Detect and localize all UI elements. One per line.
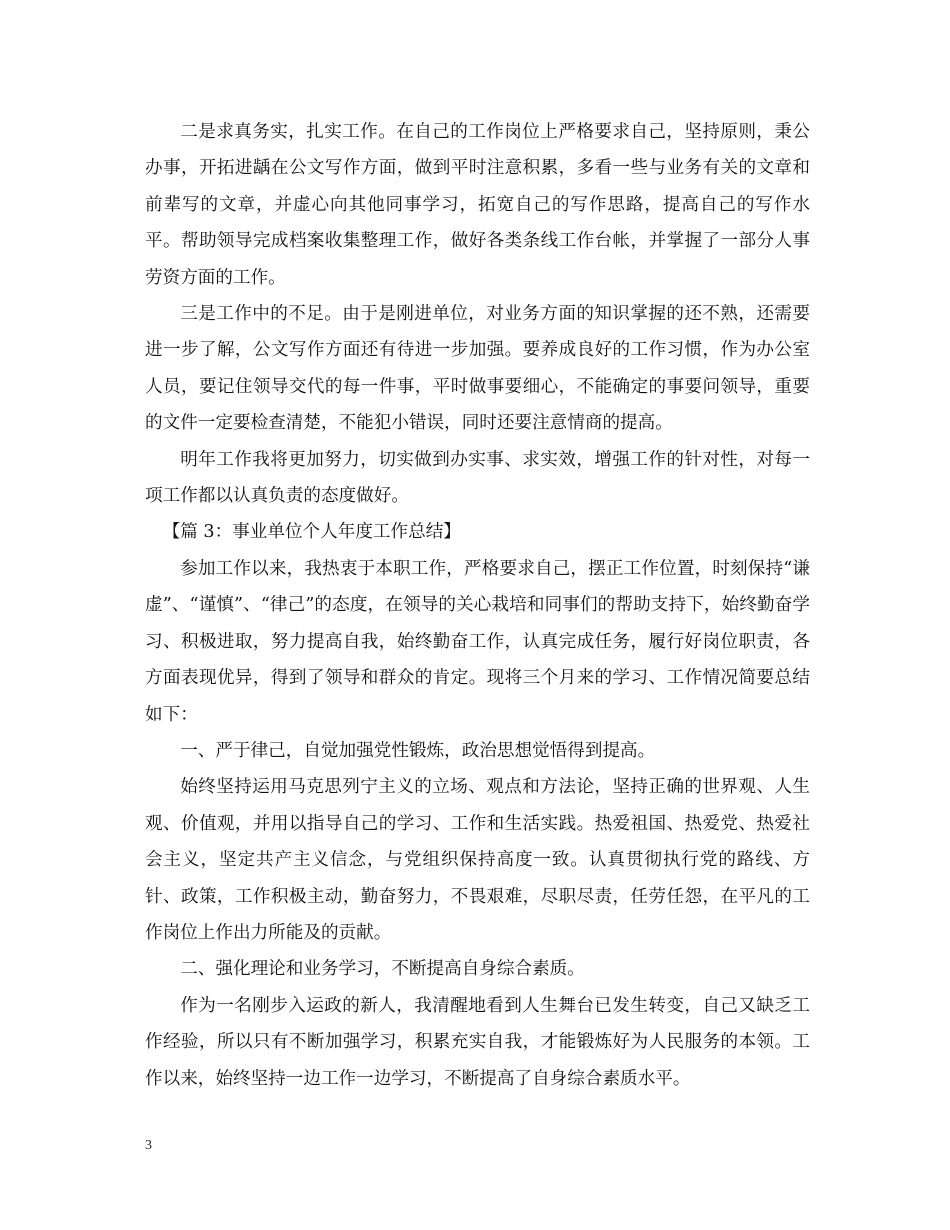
paragraph-work-practice: 二是求真务实，扎实工作。在自己的工作岗位上严格要求自己，坚持原则，秉公办事，开拓进龋在公文写作方面，做到平时注意积累，多看一些与业务有关的文章和前辈写的文章，并虚心向其他同事学习，拓宽自己的写作思路，提高自己的写作水平。帮助领导完成档案收集整理工作，做好各类条线工作台帐，并掌握了一部分人事劳资方面的工作。 — [145, 122, 810, 288]
document-body — [145, 114, 810, 1097]
paragraph-shortcomings: 三是工作中的不足。由于是刚进单位，对业务方面的知识掌握的还不熟，还需要进一步了解，公文写作方面还有待进一步加强。要养成良好的工作习惯，作为办公室人员，要记住领导交代的每一件事，平时做事要细心，不能确定的事要问领导，重要的文件一定要检查清楚，不能犯小错误，同时还要注意情商的提高。 — [145, 304, 810, 434]
section-heading: 【篇 3：事业单位个人年度工作总结】 — [162, 522, 461, 543]
subheading-study: 二、强化理论和业务学习，不断提高自身综合素质。 — [180, 959, 585, 980]
subheading-discipline: 一、严于律己，自觉加强党性锻炼，政治思想觉悟得到提高。 — [180, 740, 656, 761]
paragraph-next-year: 明年工作我将更加努力，切实做到办实事、求实效，增强工作的针对性，对每一项工作都以认真负责的态度做好。 — [145, 449, 810, 507]
page-number: 3 — [145, 1138, 152, 1153]
paragraph-new-staff: 作为一名刚步入运政的新人，我清醒地看到人生舞台已发生转变，自己又缺乏工作经验，所以只有不断加强学习，积累充实自我，才能锻炼好为人民服务的本领。工作以来，始终坚持一边工作一边学习，不断提高了自身综合素质水平。 — [145, 995, 810, 1089]
paragraph-political-thought: 始终坚持运用马克思列宁主义的立场、观点和方法论，坚持正确的世界观、人生观、价值观，并用以指导自己的学习、工作和生活实践。热爱祖国、热爱党、热爱社会主义，坚定共产主义信念，与党组织保持高度一致。认真贯彻执行党的路线、方针、政策，工作积极主动，勤奋努力，不畏艰难，尽职尽责，任劳任怨，在平凡的工作岗位上作出力所能及的贡献。 — [145, 777, 810, 943]
paragraph-introduction: 参加工作以来，我热衷于本职工作，严格要求自己，摆正工作位置，时刻保持“谦虚”、“谨慎”、“律己”的态度，在领导的关心栽培和同事们的帮助支持下，始终勤奋学习、积极进取，努力提高自我，始终勤奋工作，认真完成任务，履行好岗位职责，各方面表现优异，得到了领导和群众的肯定。现将三个月来的学习、工作情况简要总结如下： — [145, 558, 810, 725]
